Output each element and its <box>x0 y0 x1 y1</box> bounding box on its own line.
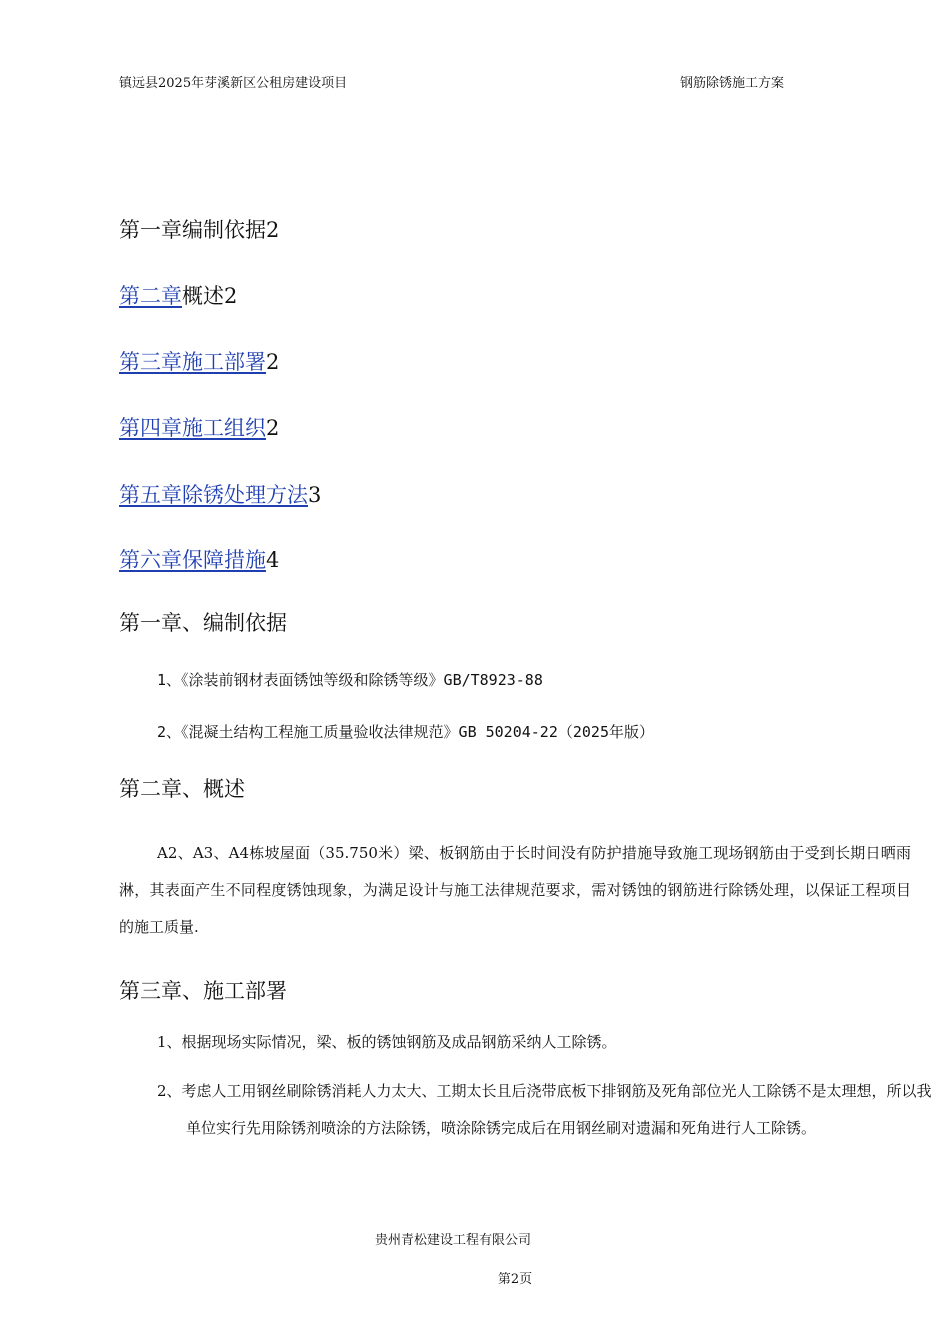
overview-paragraph: A2、A3、A4栋坡屋面（35.750米）梁、板钢筋由于长时间没有防护措施导致施工现场钢筋由于受到长期日晒雨淋，其表面产生不同程度锈蚀现象，为满足设计与施工法律规范要求，需对锈蚀的钢筋进行除锈处理，以保证工程项目的施工质量. <box>119 844 911 936</box>
reference-item: 2、《混凝土结构工程施工质量验收法律规范》GB 50204-22（2025年版） <box>157 723 654 741</box>
toc-link[interactable]: 第二章 <box>119 284 182 308</box>
deployment-item: 1、根据现场实际情况，梁、板的锈蚀钢筋及成品钢筋采纳人工除锈。 <box>157 1033 617 1051</box>
toc-item-chapter-4[interactable] <box>119 412 279 442</box>
toc-page-number: 4 <box>266 548 280 572</box>
toc-page-number: 2 <box>266 350 280 374</box>
toc-link[interactable]: 第三章施工部署 <box>119 350 266 374</box>
toc-link[interactable]: 第四章施工组织 <box>119 416 266 440</box>
toc-link[interactable]: 第六章保障措施 <box>119 548 266 572</box>
chapter-1-heading: 第一章、编制依据 <box>119 611 287 635</box>
toc-page-number: 2 <box>266 218 280 242</box>
toc-title: 第一章编制依据 <box>119 218 266 242</box>
deployment-item: 2、考虑人工用钢丝刷除锈消耗人力太大、工期太长且后浇带底板下排钢筋及死角部位光人工除锈不是太理想，所以我单位实行先用除锈剂喷涂的方法除锈，喷涂除锈完成后在用钢丝刷对遗漏和死角进行人工除锈。 <box>157 1082 932 1137</box>
footer-company: 贵州青松建设工程有限公司 <box>374 1233 531 1248</box>
toc-item-chapter-3[interactable] <box>119 346 279 376</box>
toc-item-chapter-6[interactable] <box>119 544 279 574</box>
toc-item-chapter-5[interactable] <box>119 479 321 509</box>
header-document-title: 钢筋除锈施工方案 <box>680 76 785 91</box>
chapter-3-heading: 第三章、施工部署 <box>119 979 287 1003</box>
toc-title-suffix: 概述 <box>182 284 224 308</box>
toc-page-number: 2 <box>266 416 280 440</box>
toc-item-chapter-1 <box>119 214 279 244</box>
toc-page-number: 2 <box>224 284 238 308</box>
header-project-name: 镇远县2025年芽溪新区公租房建设项目 <box>119 76 348 91</box>
chapter-2-heading: 第二章、概述 <box>119 777 245 801</box>
toc-link[interactable]: 第五章除锈处理方法 <box>119 483 308 507</box>
toc-page-number: 3 <box>308 483 322 507</box>
toc-item-chapter-2[interactable] <box>119 280 237 310</box>
reference-item: 1、《涂装前钢材表面锈蚀等级和除锈等级》GB/T8923-88 <box>157 671 543 689</box>
footer-page-number: 第2页 <box>497 1272 533 1287</box>
